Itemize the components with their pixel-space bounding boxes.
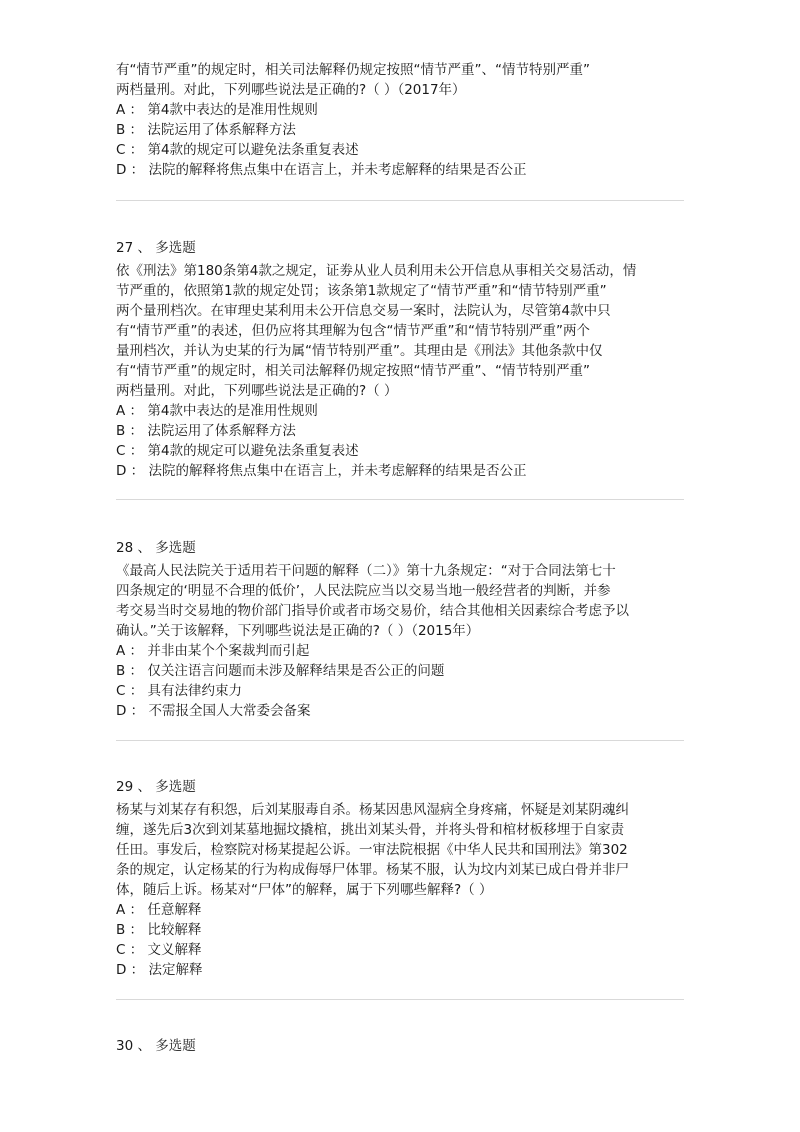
q26-option-c: C ： 第4款的规定可以避免法条重复表述 <box>116 142 359 158</box>
q29-option-c: C ： 文义解释 <box>116 942 202 958</box>
q29-option-a: A ： 任意解释 <box>116 902 202 918</box>
q28-text-line: 《最高人民法院关于适用若干问题的解释（二）》第十九条规定：“对于合同法第七十 <box>116 563 616 579</box>
q29-header: 29 、 多选题 <box>116 779 196 795</box>
q27-text-line: 有“情节严重”的表述，但仍应将其理解为包含“情节严重”和“情节特别严重”两个 <box>116 323 590 339</box>
q27-header: 27 、 多选题 <box>116 240 196 256</box>
q27-text-line: 两个量刑档次。在审理史某利用未公开信息交易一案时，法院认为，尽管第4款中只 <box>116 303 611 319</box>
q29-option-b: B ： 比较解释 <box>116 922 202 938</box>
q28-option-b: B ： 仅关注语言问题而未涉及解释结果是否公正的问题 <box>116 663 445 679</box>
q28-text-line: 确认。”关于该解释，下列哪些说法是正确的?（ ）（2015年） <box>116 623 480 639</box>
q27-text-line: 量刑档次，并认为史某的行为属“情节特别严重”。其理由是《刑法》其他条款中仅 <box>116 343 603 359</box>
divider <box>116 200 684 201</box>
q27-text-line: 两档量刑。对此，下列哪些说法是正确的?（ ） <box>116 383 398 399</box>
q28-header: 28 、 多选题 <box>116 540 196 556</box>
divider <box>116 740 684 741</box>
q28-text-line: 考交易当时交易地的物价部门指导价或者市场交易价，结合其他相关因素综合考虑予以 <box>116 603 629 619</box>
q29-text-line: 体，随后上诉。杨某对“尸体”的解释，属于下列哪些解释?（ ） <box>116 882 493 898</box>
q27-option-c: C ： 第4款的规定可以避免法条重复表述 <box>116 443 359 459</box>
q29-text-line: 杨某与刘某存有积怨，后刘某服毒自杀。杨某因患风湿病全身疼痛，怀疑是刘某阴魂纠 <box>116 802 629 818</box>
q27-option-d: D ： 法院的解释将焦点集中在语言上，并未考虑解释的结果是否公正 <box>116 463 527 479</box>
q26-text-line: 有“情节严重”的规定时，相关司法解释仍规定按照“情节严重”、“情节特别严重” <box>116 62 590 78</box>
q28-option-c: C ： 具有法律约束力 <box>116 683 243 699</box>
q26-option-d: D ： 法院的解释将焦点集中在语言上，并未考虑解释的结果是否公正 <box>116 162 527 178</box>
q30-header: 30 、 多选题 <box>116 1038 196 1054</box>
q26-text-line: 两档量刑。对此，下列哪些说法是正确的?（ ）（2017年） <box>116 82 466 98</box>
q27-option-a: A ： 第4款中表达的是准用性规则 <box>116 403 318 419</box>
q28-option-d: D ： 不需报全国人大常委会备案 <box>116 703 311 719</box>
divider <box>116 999 684 1000</box>
q29-text-line: 条的规定，认定杨某的行为构成侮辱尸体罪。杨某不服，认为坟内刘某已成白骨并非尸 <box>116 862 629 878</box>
q27-text-line: 节严重的，依照第1款的规定处罚；该条第1款规定了“情节严重”和“情节特别严重” <box>116 283 607 299</box>
q28-text-line: 四条规定的‘明显不合理的低价’，人民法院应当以交易当地一般经营者的判断，并参 <box>116 583 611 599</box>
q27-text-line: 有“情节严重”的规定时，相关司法解释仍规定按照“情节严重”、“情节特别严重” <box>116 363 590 379</box>
divider <box>116 499 684 500</box>
q29-text-line: 任田。事发后，检察院对杨某提起公诉。一审法院根据《中华人民共和国刑法》第302 <box>116 842 628 858</box>
q26-option-a: A ： 第4款中表达的是准用性规则 <box>116 102 318 118</box>
q26-option-b: B ： 法院运用了体系解释方法 <box>116 122 296 138</box>
q29-text-line: 缠，遂先后3次到刘某墓地掘坟撬棺，挑出刘某头骨，并将头骨和棺材板移埋于自家责 <box>116 822 625 838</box>
q27-text-line: 依《刑法》第180条第4款之规定，证劵从业人员利用未公开信息从事相关交易活动，情 <box>116 263 637 279</box>
q27-option-b: B ： 法院运用了体系解释方法 <box>116 423 296 439</box>
q28-option-a: A ： 并非由某个个案裁判而引起 <box>116 643 310 659</box>
q29-option-d: D ： 法定解释 <box>116 962 203 978</box>
